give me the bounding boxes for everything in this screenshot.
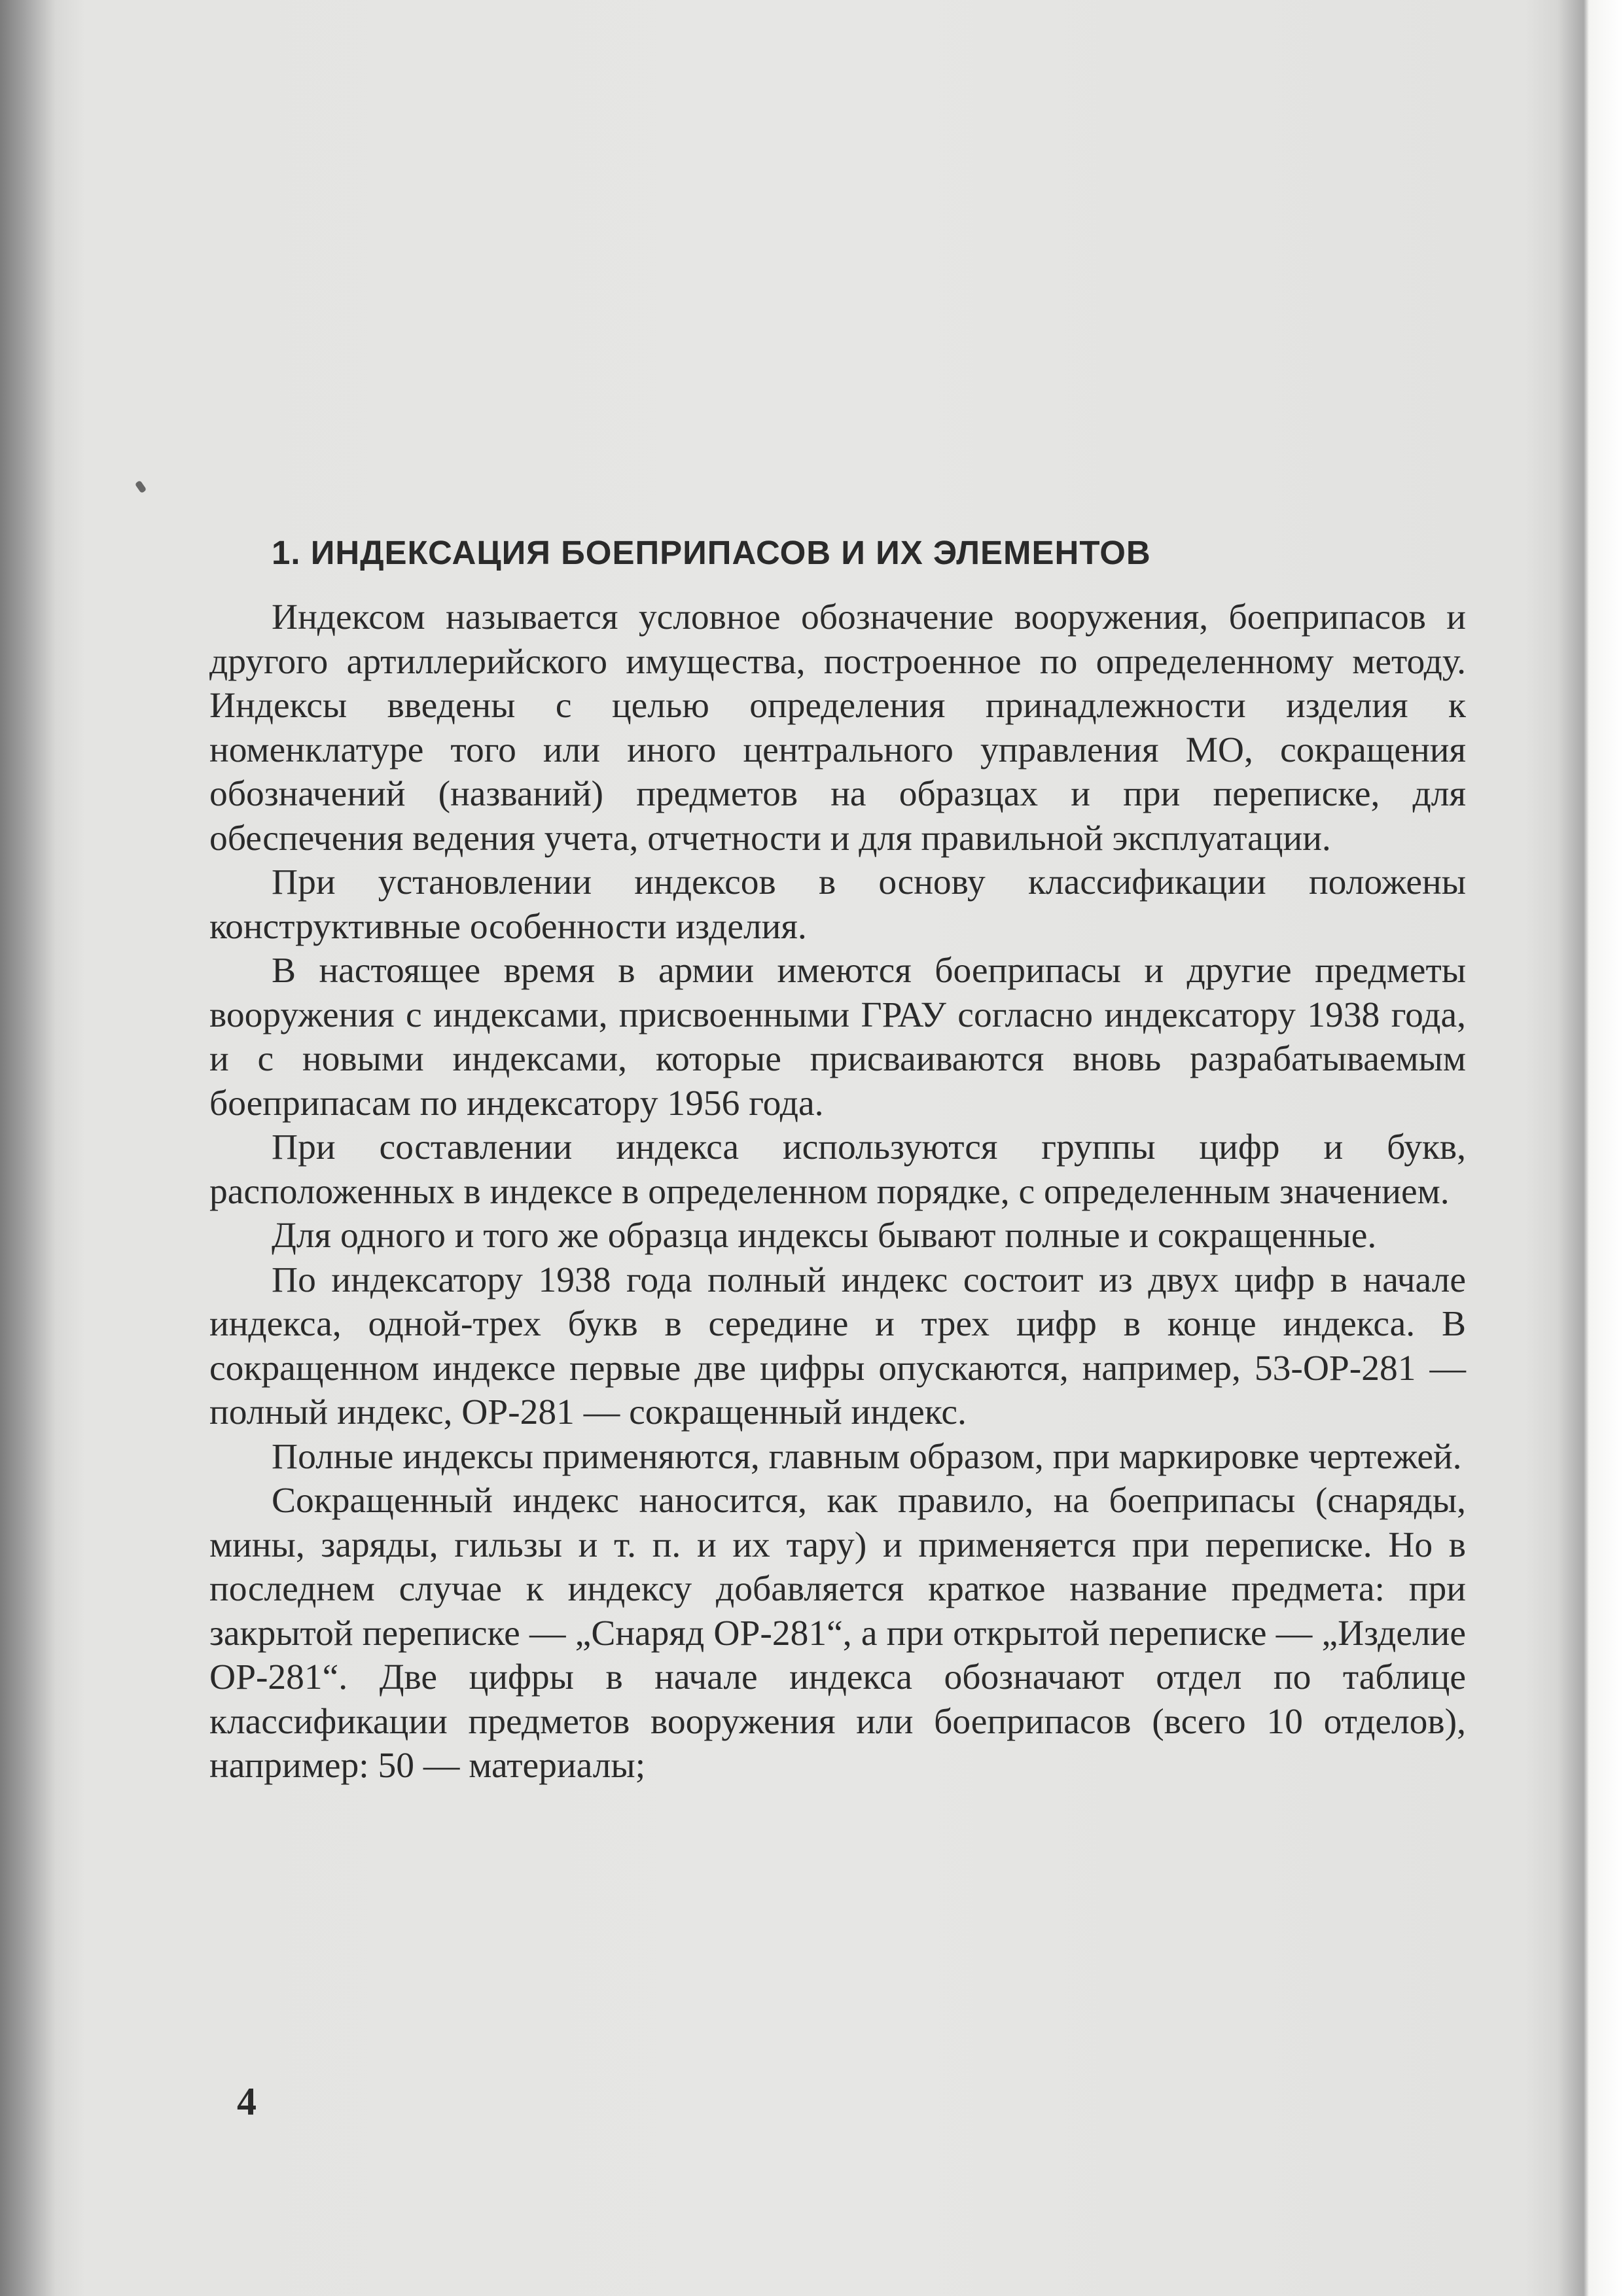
section-heading: 1. ИНДЕКСАЦИЯ БОЕПРИПАСОВ И ИХ ЭЛЕМЕНТОВ — [272, 534, 1151, 571]
paragraph-definition: Индексом называется условное обозначение вооружения, боеприпасов и другого артиллерийского имущества, построенное по определенному методу. Индексы введены с целью определения принадлежности изделия к номенклатуре того или иного центрального управления МО, сокращения обозначений (названий) предметов на образцах и при переписке, для обеспечения ведения учета, отчетности и для правильной эксплуатации. — [209, 597, 1466, 858]
paragraph-index-composition: При составлении индекса используются группы цифр и букв, расположенных в индексе в определенном порядке, с определенным значением. — [209, 1127, 1466, 1212]
page-number: 4 — [237, 2080, 257, 2123]
paragraph-short-index-usage: Сокращенный индекс наносится, как правило, на боеприпасы (снаряды, мины, заряды, гильзы и т. п. и их тару) и применяется при переписке. Но в последнем случае к индексу добавляется краткое название предмета: при закрытой переписке — „Снаряд ОР-281“, а при открытой переписке — „Изделие ОР-281“. Две цифры в начале индекса обозначают отдел по таблице классификации предметов вооружения или боеприпасов (всего 10 отделов), например: 50 — материалы; — [209, 1481, 1466, 1786]
paragraph-1938-index: По индексатору 1938 года полный индекс состоит из двух цифр в начале индекса, одной-трех букв в середине и трех цифр в конце индекса. В сокращенном индексе первые две цифры опускаются, например, 53-ОР-281 — полный индекс, ОР-281 — сокращенный индекс. — [209, 1260, 1466, 1432]
paragraph-full-and-short: Для одного и того же образца индексы бывают полные и сокращенные. — [272, 1216, 1377, 1256]
paragraph-indexators: В настоящее время в армии имеются боеприпасы и другие предметы вооружения с индексами, присвоенными ГРАУ согласно индексатору 1938 года, и с новыми индексами, которые присваиваются вновь разрабатываемым боеприпасам по индексатору 1956 года. — [209, 951, 1466, 1123]
paragraph-classification-basis: При установлении индексов в основу классификации положены конструктивные особенности изделия. — [209, 862, 1466, 947]
paragraph-full-index-usage: Полные индексы применяются, главным образом, при маркировке чертежей. — [272, 1436, 1462, 1477]
document-page — [209, 530, 1466, 1788]
